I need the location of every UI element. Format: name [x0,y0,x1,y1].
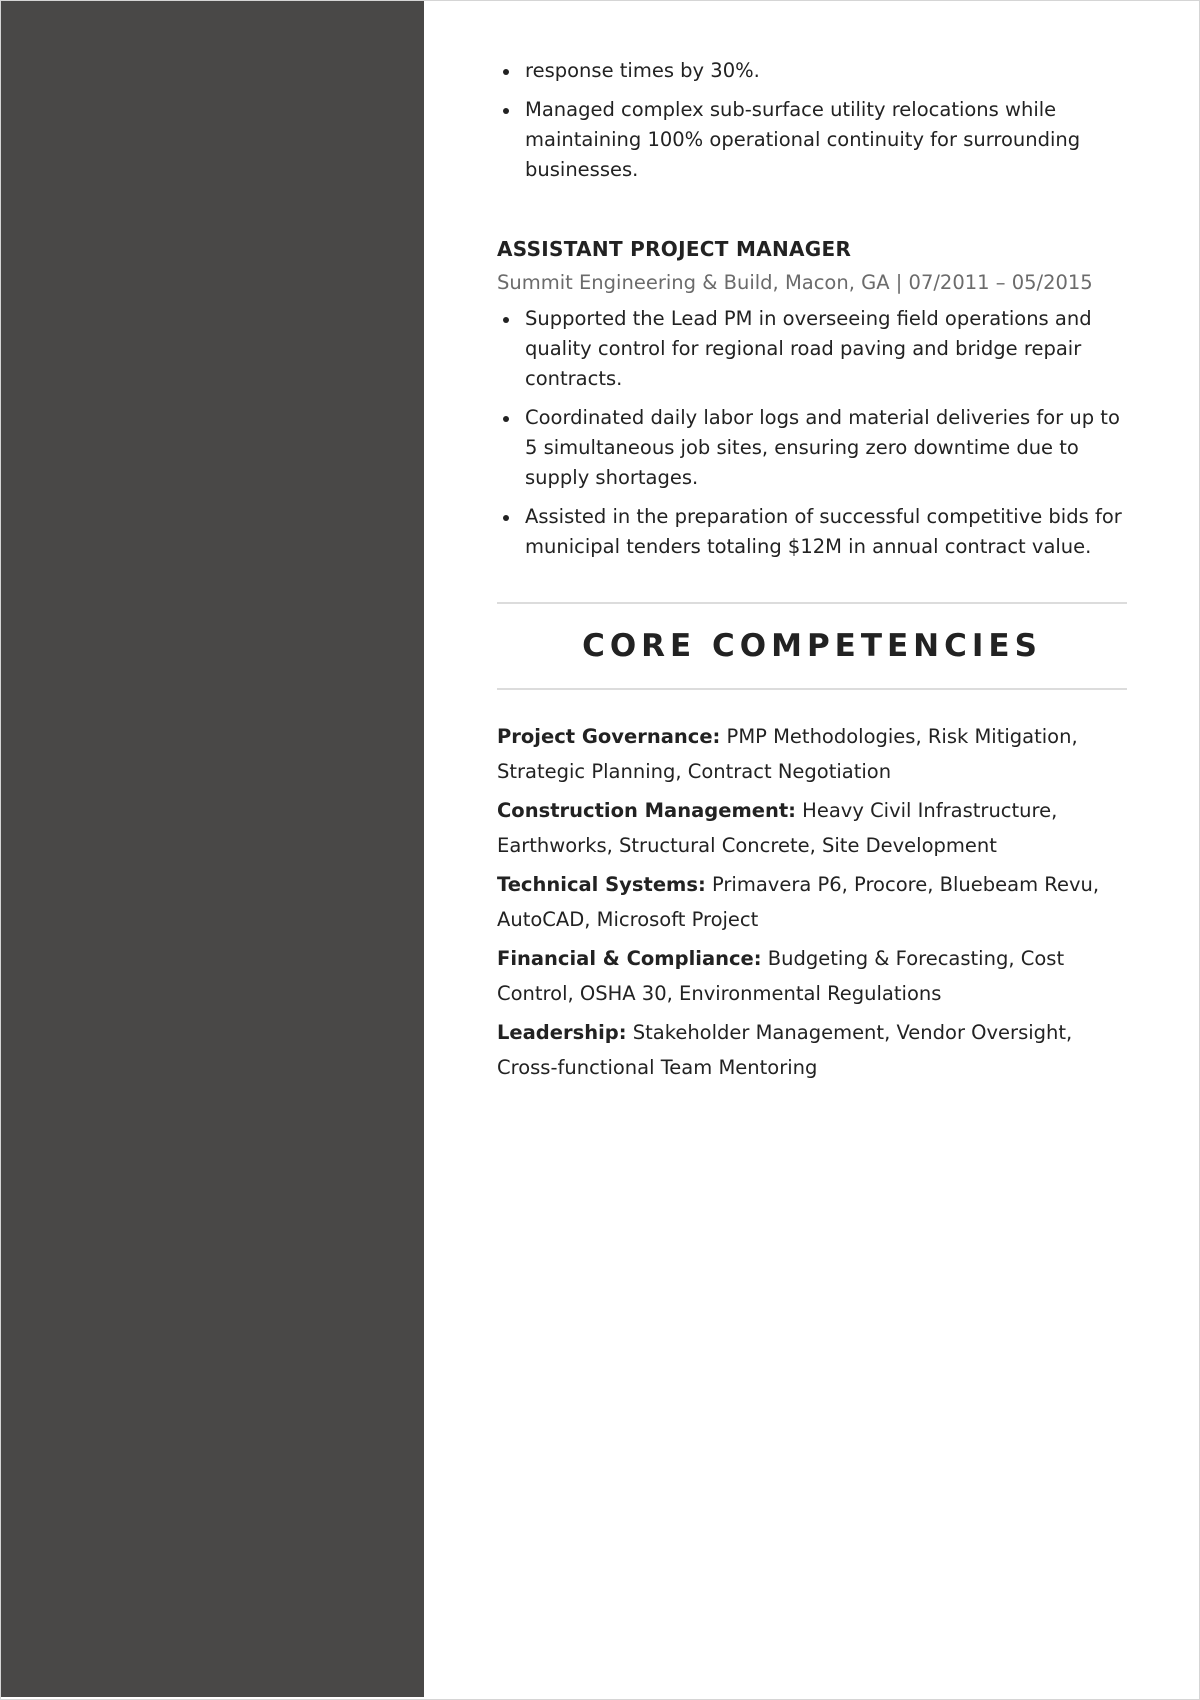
competency-item [497,719,1127,789]
competency-label: Technical Systems: [497,873,706,896]
competency-item [497,1015,1127,1085]
competencies-section-header [497,602,1127,690]
competency-text: Primavera P6, Procore, Bluebeam Revu, AutoCAD, Microsoft Project [497,873,1100,931]
experience-bullet: Managed complex sub-surface utility relocations while maintaining 100% operational continuity for surrounding businesses. [497,95,1127,185]
job-bullet: Assisted in the preparation of successful competitive bids for municipal tenders totaling $12M in annual contract value. [497,502,1127,562]
competency-label: Financial & Compliance: [497,947,762,970]
competency-text: Budgeting & Forecasting, Cost Control, OSHA 30, Environmental Regulations [497,947,1065,1005]
experience-continued-list [497,56,1127,185]
section-divider-bottom [497,688,1127,690]
competencies-list [497,719,1127,1085]
sidebar-panel [1,1,424,1697]
competency-item [497,867,1127,937]
competency-label: Leadership: [497,1021,627,1044]
competency-label: Construction Management: [497,799,796,822]
competency-label: Project Governance: [497,725,721,748]
job-bullet: Coordinated daily labor logs and material deliveries for up to 5 simultaneous job sites, ensuring zero downtime due to supply shortages. [497,403,1127,493]
main-column [497,56,1127,1089]
competency-item [497,793,1127,863]
section-divider-top [497,602,1127,604]
competency-text: PMP Methodologies, Risk Mitigation, Strategic Planning, Contract Negotiation [497,725,1078,783]
competency-text: Stakeholder Management, Vendor Oversight, Cross-functional Team Mentoring [497,1021,1073,1079]
section-title: CORE COMPETENCIES [582,628,1042,664]
experience-bullet: response times by 30%. [497,56,1127,86]
job-title: ASSISTANT PROJECT MANAGER [497,237,852,261]
competency-item [497,941,1127,1011]
job-meta: Summit Engineering & Build, Macon, GA | 07/2011 – 05/2015 [497,271,1093,294]
job-bullet: Supported the Lead PM in overseeing field operations and quality control for regional road paving and bridge repair contracts. [497,304,1127,394]
job-bullet-list [497,304,1127,562]
job-entry [497,234,1127,562]
competency-text: Heavy Civil Infrastructure, Earthworks, Structural Concrete, Site Development [497,799,1058,857]
